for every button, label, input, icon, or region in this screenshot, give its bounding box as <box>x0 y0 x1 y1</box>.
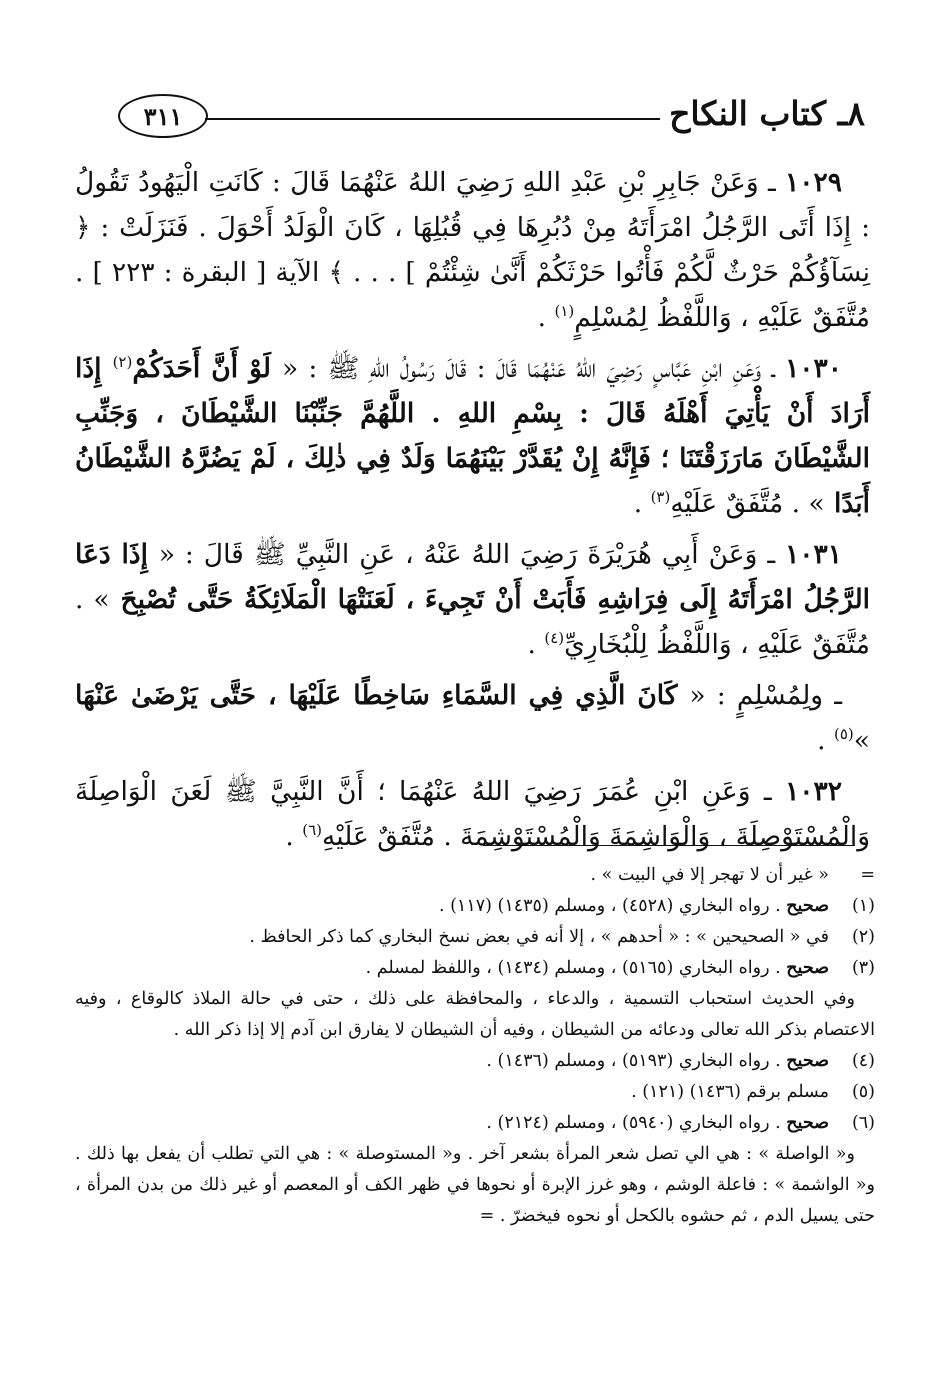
footnote-text: في « الصحيحين » : « أحدهم » ، إلا أنه في بعض نسخ البخاري كما ذكر الحافظ . <box>249 927 829 947</box>
footnote-4 <box>75 1046 875 1077</box>
footnote-3 <box>75 953 875 984</box>
prophetic-text: إِذَا أَرَادَ أَنْ يَأْتِيَ أَهْلَهُ قَالَ : بِسْمِ اللهِ . اللَّهُمَّ جَنِّبْنَا الشَّيْطَانَ ، وَجَنِّبِ الشَّيْطَانَ مَارَزَقْتَنَا ؛ فَإِنَّهُ إِنْ يُقَدَّرْ بَيْنَهُمَا وَلَدٌ فِي ذٰلِكَ ، لَمْ يَضُرَّهُ الشَّيْطَانُ أَبَدًا <box>75 353 870 519</box>
hadith-number: ١٠٣٠ <box>785 353 842 384</box>
footnote-number: (٤) <box>851 1051 875 1071</box>
hadith-1029 <box>75 160 870 340</box>
grade-label: صحيح <box>786 1113 829 1133</box>
chapter-title: ٨ـ كتاب النكاح <box>669 94 865 133</box>
hadith-end: . <box>633 488 651 519</box>
footnote-number: (٦) <box>851 1113 875 1133</box>
hadith-1031-muslim <box>75 673 870 763</box>
footnote-text: . رواه البخاري (٥١٩٣) ، ومسلم (١٤٣٦) . <box>486 1051 787 1071</box>
footnote-ref: (٣) <box>650 488 671 507</box>
footnote-number: (١) <box>851 896 875 916</box>
footnote-3-commentary: وفي الحديث استحباب التسمية ، والدعاء ، والمحافظة على ذلك ، حتى في حالة الملاذ كالوقاع ، وفيه الاعتصام بذكر الله تعالى ودعائه من الشيطان ، وفيه أن الشيطان لا يفارق ابن آدم إلا إذا ذكر الله . <box>75 989 875 1040</box>
hadith-closing: » . مُتَّفَقٌ عَلَيْهِ ، وَاللَّفْظُ لِلْبُخَارِيِّ <box>75 584 870 660</box>
hadith-text: ـ وَعَنِ ابْنِ عُمَرَ رَضِيَ اللهُ عَنْهُمَا ؛ أَنَّ النَّبِيَّ ﷺ لَعَنَ الْوَاصِلَةَ وَالْمُسْتَوْصِلَةَ ، وَالْوَاشِمَةَ وَالْمُسْتَوْشِمَةَ . مُتَّفَقٌ عَلَيْهِ <box>75 776 870 852</box>
continuation-marker: = <box>860 865 875 885</box>
footnote-number: (٢) <box>851 927 875 947</box>
hadith-end: . <box>527 629 545 660</box>
footnote-5 <box>75 1077 875 1108</box>
prophetic-text: كَانَ الَّذِي فِي السَّمَاءِ سَاخِطًا عَلَيْهَا ، حَتَّى يَرْضَىٰ عَنْهَا <box>75 680 690 711</box>
footnote-text: . رواه البخاري (٤٥٢٨) ، ومسلم (١٤٣٥) (١١٧) . <box>438 896 787 916</box>
hadith-text: ـ ولِمُسْلِمٍ : « <box>689 680 842 711</box>
hadith-number: ١٠٢٩ <box>785 167 842 198</box>
grade-label: صحيح <box>786 896 829 916</box>
hadith-text: ـ وَعَنْ أَبِي هُرَيْرَةَ رَضِيَ اللهُ عَنْهُ ، عَنِ النَّبِيِّ ﷺ قَالَ : « <box>158 539 776 570</box>
prophetic-text: لَوْ أَنَّ أَحَدَكُمْ <box>132 353 282 384</box>
grade-label: صحيح <box>786 1051 829 1071</box>
hadith-end: . <box>817 725 834 756</box>
hadith-number: ١٠٣١ <box>785 539 842 570</box>
footnote-continuation <box>75 860 875 891</box>
footnote-6 <box>75 1108 875 1139</box>
hadith-closing: » <box>853 725 870 756</box>
main-text <box>75 160 870 865</box>
prophetic-text: إِذَا دَعَا الرَّجُلُ امْرَأَتَهُ إِلَى فِرَاشِهِ فَأَبَتْ أَنْ تَجِيءَ ، لَعَنَتْهَا الْمَلَائِكَةُ حَتَّى تُصْبِحَ <box>75 539 871 615</box>
footnote-separator <box>483 845 855 846</box>
footnote-ref: (٤) <box>544 629 565 648</box>
grade-label: صحيح <box>786 958 829 978</box>
footnote-number: (٥) <box>851 1082 875 1102</box>
footnote-1 <box>75 891 875 922</box>
continuation-text: « غير أن لا تهجر إلا في البيت » . <box>590 865 829 885</box>
footnote-6-commentary: و« الواصلة » : هي الي تصل شعر المرأة بشعر آخر . و« المستوصلة » : هي التي تطلب أن يفعل بها ذلك . و« الواشمة » : فاعلة الوشم ، وهو غرز الإبرة أو نحوها في ظهر الكف أو المعصم أو غير ذلك من بدن المرأة ، حتى يسيل الدم ، ثم حشوه بالكحل أو نحوه فيخضرّ . = <box>75 1144 875 1226</box>
hadith-text: ـ وَعَنْ جَابِرِ بْنِ عَبْدِ اللهِ رَضِيَ اللهُ عَنْهُمَا قَالَ : كَانَتِ الْيَهُودُ تَقُولُ : إِذَا أَتَى الرَّجُلُ امْرَأَتَهُ مِنْ دُبُرِهَا فِي قُبُلِهَا ، كَانَ الْوَلَدُ أَحْوَلَ . فَنَزَلَتْ : ﴿ نِسَآؤُكُمْ حَرْثٌ لَّكُمْ فَأْتُوا حَرْثَكُمْ أَنَّىٰ شِئْتُمْ ] . . . ﴾ الآية [ البقرة : ٢٢٣ ] . مُتَّفَقٌ عَلَيْهِ ، وَاللَّفْظُ لِمُسْلِمٍ <box>75 167 871 333</box>
footnotes <box>75 860 875 1232</box>
footnote-ref: (٥) <box>834 725 854 744</box>
footnote-ref: (٢) <box>112 353 133 372</box>
footnote-text: مسلم برقم (١٤٣٦) (١٢١) . <box>631 1082 829 1102</box>
header-rule <box>205 118 660 120</box>
footnote-2 <box>75 922 875 953</box>
hadith-end: . <box>285 821 303 852</box>
hadith-1030 <box>75 346 870 526</box>
footnote-text: . رواه البخاري (٥١٦٥) ، ومسلم (١٤٣٤) ، واللفظ لمسلم . <box>365 958 787 978</box>
footnote-text: . رواه البخاري (٥٩٤٠) ، ومسلم (٢١٢٤) . <box>486 1113 787 1133</box>
footnote-ref: (١) <box>554 302 575 321</box>
hadith-text: ـ وَعَنِ ابْنِ عَبَّاسٍ رَضِيَ اللهُ عَنْهُمَا قَالَ : قَالَ رَسُولُ اللهِ ﷺ : « <box>281 353 775 384</box>
hadith-closing: » . مُتَّفَقٌ عَلَيْهِ <box>670 488 825 519</box>
hadith-end: . <box>537 302 555 333</box>
footnote-number: (٣) <box>851 958 875 978</box>
hadith-number: ١٠٣٢ <box>785 776 842 807</box>
page-header <box>110 88 865 150</box>
page-number: ٣١١ <box>118 94 208 138</box>
hadith-1031 <box>75 532 870 667</box>
footnote-ref: (٦) <box>302 821 322 840</box>
